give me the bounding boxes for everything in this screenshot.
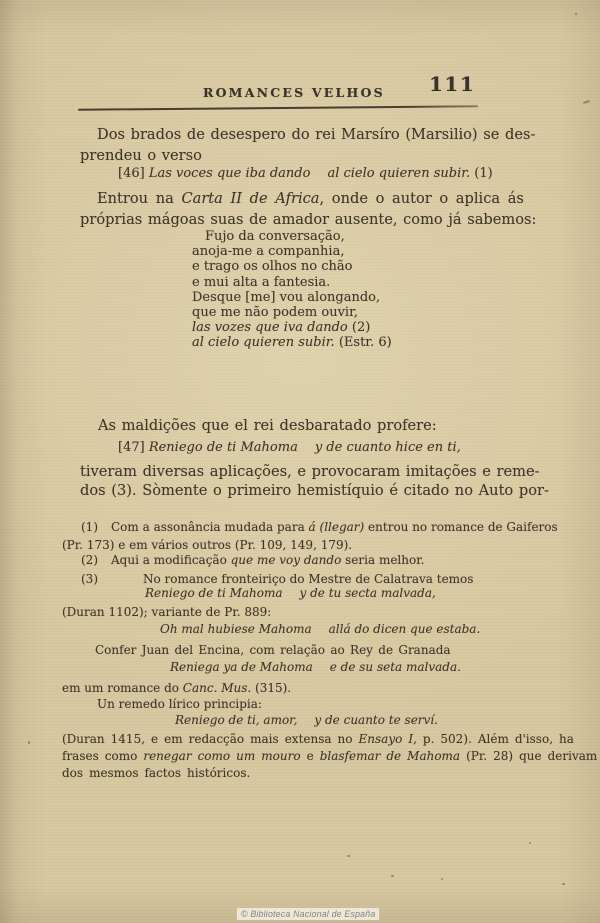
text-segment: , onde o autor o aplica ás	[319, 190, 524, 207]
reniego-amor-line-1	[175, 713, 438, 728]
paragraph-maldicoes	[80, 415, 527, 436]
duran-1415-line-2	[62, 748, 598, 765]
paragraph-carta-africa	[80, 188, 537, 230]
fn-2-line-1	[62, 551, 424, 569]
header-rule	[78, 105, 478, 110]
verse-fujo-line-5	[192, 290, 392, 305]
footnote-verse-reniego-amor	[175, 713, 438, 728]
text-segment: (315).	[251, 681, 292, 695]
text-segment: Reniego de ti Mahoma	[145, 586, 283, 600]
quote-line-46	[118, 166, 493, 182]
para-carta-line-2	[80, 209, 537, 230]
text-segment: Confer Juan del Encina, com relação ao Rey de Granada	[95, 643, 451, 657]
footnote-1	[62, 518, 558, 554]
paragraph-tiveram	[80, 463, 549, 500]
running-title: ROMANCES VELHOS	[203, 85, 385, 100]
footnote-un-remedo	[97, 695, 262, 713]
text-segment: prendeu o verso	[80, 147, 202, 164]
text-segment: Reniego de ti, amor,	[175, 713, 298, 727]
text-segment: Oh mal hubiese Mahoma	[160, 622, 312, 636]
duran-1415-line-1	[62, 731, 574, 748]
text-segment: á (llegar)	[308, 520, 365, 534]
text-segment: Entrou na	[97, 190, 182, 207]
para-maldicoes-line-1	[80, 415, 527, 436]
para-carta-line-1	[80, 188, 527, 209]
text-segment: Aqui a modificação	[111, 553, 231, 567]
text-segment: e mui alta a fantesia.	[192, 274, 331, 290]
text-segment: (2)	[347, 320, 371, 336]
text-segment: [47]	[118, 440, 149, 455]
text-segment: No romance fronteiriço do Mestre de Calatrava temos	[143, 572, 474, 586]
verse-fujo-line-3	[192, 259, 392, 274]
text-segment: y de tu secta malvada,	[299, 586, 436, 600]
text-segment: Las voces que iba dando	[148, 166, 311, 181]
text-segment: seria melhor.	[341, 553, 425, 567]
text-segment: Com a assonância mudada para	[111, 520, 309, 534]
text-segment: dos mesmos factos históricos.	[62, 766, 251, 780]
text-segment: dos (3). Sòmente o primeiro hemistíquio é citado no Auto por-	[80, 481, 549, 499]
verse-fujo-line-4	[192, 275, 392, 290]
text-segment: em um romance do	[62, 681, 183, 695]
text-segment: y de cuanto te serví.	[314, 713, 438, 727]
quote-line-47	[118, 440, 461, 456]
un-remedo-line-1	[97, 695, 262, 713]
text-segment: renegar como um mouro	[143, 749, 301, 763]
text-segment: (2)	[81, 553, 98, 567]
verse-fujo-line-6	[192, 305, 392, 320]
text-segment: (Estr. 6)	[334, 335, 392, 351]
text-segment: e de su seta malvada.	[329, 660, 461, 674]
paper-speck	[562, 883, 565, 885]
oh-mal-line-1	[160, 622, 480, 637]
text-segment: (Duran 1415, e em redacção mais extensa no	[62, 732, 359, 746]
fn-3-verse-line-1	[145, 586, 436, 601]
text-segment: e	[300, 749, 320, 763]
para-tiveram-line-2	[80, 481, 549, 501]
para-tiveram-line-1	[80, 463, 540, 482]
verse-block-fujo	[192, 229, 392, 351]
verse-fujo-line-1	[192, 229, 392, 244]
verse-fujo-line-7	[192, 320, 392, 335]
text-segment: las vozes que iva dando	[192, 320, 348, 336]
text-segment: e trago os olhos no chão	[192, 259, 353, 275]
quote-46-line-1	[118, 166, 493, 182]
paper-speck	[441, 878, 443, 880]
text-segment: Ensayo I	[358, 732, 414, 746]
text-segment: Fujo da conversação,	[205, 229, 345, 244]
paper-speck	[391, 875, 394, 877]
fn-1-line-1	[62, 518, 558, 536]
text-segment: Carta II de Africa	[181, 190, 320, 207]
text-segment: y de cuanto hice en ti,	[314, 440, 461, 455]
text-segment: tiveram diversas aplicações, e provocaram imitações e reme-	[80, 463, 540, 480]
text-segment: (Pr. 173) e em vários outros (Pr. 109, 149, 179).	[62, 538, 353, 552]
footnote-verse-oh-mal	[160, 622, 480, 637]
text-segment: Un remedo lírico principia:	[97, 697, 262, 711]
footnote-confer-encina	[95, 641, 451, 659]
paragraph-opening	[80, 124, 536, 166]
text-segment: frases como	[62, 749, 144, 763]
text-segment: (3)	[81, 572, 98, 586]
text-segment: (Pr. 28) que derivam	[460, 749, 598, 763]
footnote-verse-reniega-ya	[170, 660, 461, 675]
text-segment: (1)	[81, 520, 98, 534]
text-segment: (Duran 1102); variante de Pr. 889:	[62, 605, 272, 619]
text-segment: entrou no romance de Gaiferos	[364, 520, 558, 534]
page-number: 111	[429, 72, 476, 96]
paper-speck	[583, 100, 590, 104]
paper-speck	[28, 741, 30, 744]
paper-speck	[575, 13, 577, 15]
verse-fujo-line-2	[192, 244, 392, 259]
text-segment: Dos brados de desespero do rei Marsíro (Marsilio) se des-	[97, 126, 536, 143]
duran-1102-line-1	[62, 603, 271, 621]
paper-speck	[529, 842, 531, 844]
text-segment: al cielo quieren subir.	[192, 335, 335, 351]
footnote-2	[62, 551, 424, 569]
para-opening-line-1	[80, 124, 536, 145]
text-segment: Desque [me] vou alongando,	[192, 289, 381, 305]
text-segment: anoja-me a companhia,	[192, 244, 345, 260]
footnote-duran-1415	[62, 731, 598, 782]
confer-line-1	[95, 641, 451, 659]
text-segment: As maldições que el rei desbaratado profere:	[98, 417, 437, 434]
quote-47-line-1	[118, 440, 461, 456]
text-segment: blasfemar de Mahoma	[319, 749, 461, 763]
text-segment: allá do dicen que estaba.	[328, 622, 481, 636]
para-opening-line-2	[80, 145, 527, 166]
text-segment: , p. 502). Além d'isso, ha	[413, 732, 574, 746]
text-segment: (1)	[470, 166, 493, 181]
text-segment: Reniega ya de Mahoma	[170, 660, 313, 674]
text-segment: Reniego de ti Mahoma	[148, 440, 298, 455]
verse-fujo-line-8	[192, 335, 392, 350]
library-watermark: © Biblioteca Nacional de España	[237, 908, 379, 920]
text-segment: próprias mágoas suas de amador ausente, como já sabemos:	[80, 211, 537, 228]
text-segment: [46]	[118, 166, 149, 181]
paper-speck	[347, 855, 350, 857]
footnote-3-verse	[145, 586, 436, 601]
reniega-ya-line-1	[170, 660, 461, 675]
text-segment: que me não podem ouvir,	[192, 305, 358, 321]
text-segment: al cielo quieren subir.	[327, 166, 471, 181]
text-segment: que me voy dando	[230, 553, 342, 567]
footnote-duran-1102	[62, 603, 271, 621]
text-segment: Canc. Mus.	[182, 681, 252, 695]
duran-1415-line-3	[62, 765, 544, 782]
